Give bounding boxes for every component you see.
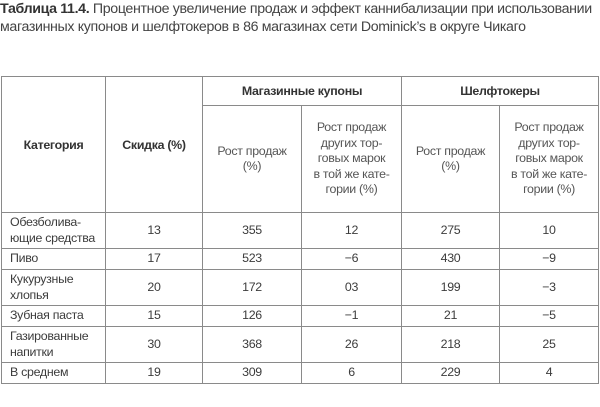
coupon-sales-cell: 126: [203, 306, 302, 327]
shelf-sales-cell: 199: [402, 270, 500, 306]
shelf-other-cell: 25: [500, 327, 599, 363]
category-cell: В среднем: [2, 363, 106, 384]
shelf-sales-cell: 430: [402, 249, 500, 270]
data-table: [1, 76, 599, 384]
coupon-other-cell: −1: [302, 306, 402, 327]
discount-cell: 30: [106, 327, 203, 363]
shelf-sales-cell: 218: [402, 327, 500, 363]
header-coupons-other-brands: Рост продаж других тор- говых марок в той же кате- гории (%): [302, 106, 402, 213]
shelf-other-cell: 4: [500, 363, 599, 384]
header-shelf-other-brands: Рост продаж других тор- говых марок в той же кате- гории (%): [500, 106, 599, 213]
discount-cell: 20: [106, 270, 203, 306]
table-row: [2, 270, 599, 306]
table-row: [2, 363, 599, 384]
coupon-other-cell: 12: [302, 213, 402, 249]
table-row: [2, 327, 599, 363]
table-row: [2, 249, 599, 270]
coupon-other-cell: 03: [302, 270, 402, 306]
coupon-other-cell: −6: [302, 249, 402, 270]
caption-text: Процентное увеличение продаж и эффект каннибализации при использовании магазинных купонов и шелфтокеров в 86 магазинах сети Dominick’s в округе Чикаго: [0, 1, 592, 35]
shelf-other-cell: −9: [500, 249, 599, 270]
table-row: [2, 306, 599, 327]
category-cell: Газированные напитки: [2, 327, 106, 363]
discount-cell: 13: [106, 213, 203, 249]
table-caption: [0, 0, 598, 36]
shelf-sales-cell: 21: [402, 306, 500, 327]
category-cell: Зубная паста: [2, 306, 106, 327]
shelf-other-cell: 10: [500, 213, 599, 249]
header-category: Категория: [2, 77, 106, 213]
header-coupons-sales-growth: Рост продаж (%): [203, 106, 302, 213]
shelf-sales-cell: 275: [402, 213, 500, 249]
coupon-sales-cell: 355: [203, 213, 302, 249]
table-body: [2, 213, 599, 384]
header-shelf-sales-growth: Рост продаж (%): [402, 106, 500, 213]
shelf-other-cell: −5: [500, 306, 599, 327]
coupon-sales-cell: 309: [203, 363, 302, 384]
coupon-other-cell: 6: [302, 363, 402, 384]
category-cell: Пиво: [2, 249, 106, 270]
coupon-sales-cell: 523: [203, 249, 302, 270]
caption-number: Таблица 11.4.: [0, 1, 90, 17]
discount-cell: 15: [106, 306, 203, 327]
header-group-shelf: Шелфтокеры: [402, 77, 599, 106]
table-row: [2, 213, 599, 249]
coupon-sales-cell: 368: [203, 327, 302, 363]
shelf-sales-cell: 229: [402, 363, 500, 384]
header-discount: Скидка (%): [106, 77, 203, 213]
shelf-other-cell: −3: [500, 270, 599, 306]
header-group-coupons: Магазинные купоны: [203, 77, 402, 106]
coupon-other-cell: 26: [302, 327, 402, 363]
discount-cell: 17: [106, 249, 203, 270]
discount-cell: 19: [106, 363, 203, 384]
category-cell: Кукурузные хлопья: [2, 270, 106, 306]
category-cell: Обезболива- ющие средства: [2, 213, 106, 249]
coupon-sales-cell: 172: [203, 270, 302, 306]
